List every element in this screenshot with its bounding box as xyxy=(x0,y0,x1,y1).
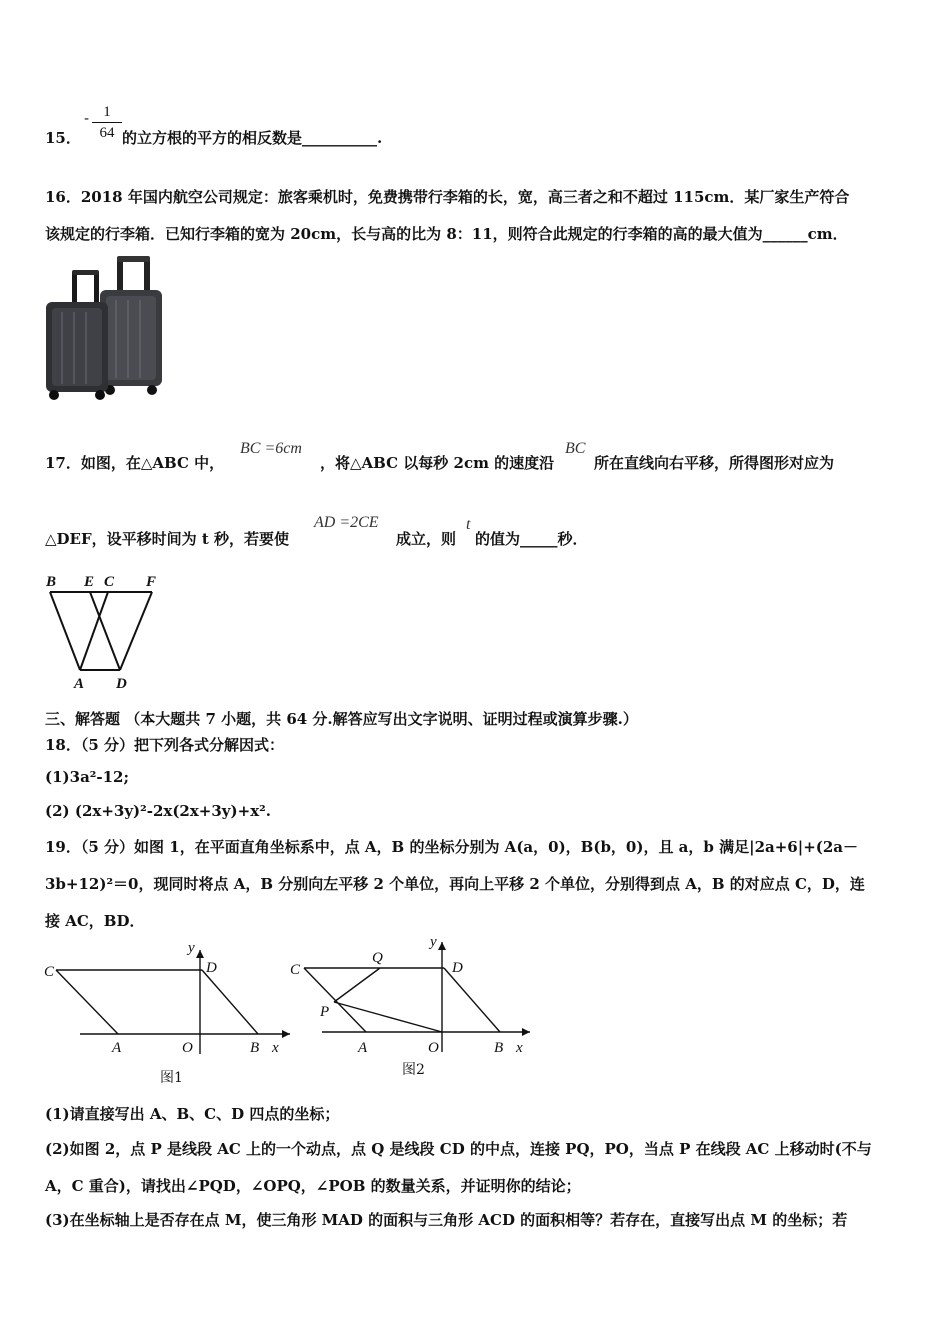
q17-math-bc6: BC =6cm xyxy=(240,440,302,457)
q17-label-d: D xyxy=(116,676,127,692)
fig2-label-p: P xyxy=(320,1004,330,1020)
fig2-label-q: Q xyxy=(372,950,383,966)
q19-sub2a: (2)如图 2，点 P 是线段 AC 上的一个动点，点 Q 是线段 CD 的中点，连接 PQ，PO，当点 P 在线段 AC 上移动时(不与 xyxy=(45,1140,872,1158)
q19-sub2b: A，C 重合)，请找出∠PQD，∠OPQ，∠POB 的数量关系，并证明你的结论； xyxy=(45,1177,581,1195)
q17-math-bc: BC xyxy=(565,440,586,457)
q19-sub1: (1)请直接写出 A、B、C、D 四点的坐标； xyxy=(45,1105,340,1123)
q15-text: 的立方根的平方的相反数是__________. xyxy=(122,129,383,147)
fig2-caption: 图2 xyxy=(402,1062,425,1078)
q17-line2b: 成立，则 xyxy=(396,530,457,548)
q19-line3: 接 AC，BD． xyxy=(45,912,145,930)
q17-mid: ，将△ABC 以每秒 2cm 的速度沿 xyxy=(320,454,555,472)
q15-number: 15． xyxy=(45,129,81,147)
fig1-label-a: A xyxy=(112,1040,122,1056)
fig1-label-x: x xyxy=(272,1040,279,1056)
q19-figure2 xyxy=(282,934,542,1084)
q15-sign: - xyxy=(84,109,90,127)
fig2-label-b: B xyxy=(494,1040,504,1056)
q16-line1: 16．2018 年国内航空公司规定：旅客乘机时，免费携带行李箱的长，宽，高三者之和不超过 115cm．某厂家生产符合 xyxy=(45,188,850,206)
fig1-label-o: O xyxy=(182,1040,193,1056)
fig2-label-c: C xyxy=(290,962,301,978)
q17-suffix: 所在直线向右平移，所得图形对应为 xyxy=(594,454,835,472)
fig1-label-b: B xyxy=(250,1040,260,1056)
q15-fraction-numerator: 1 xyxy=(92,102,122,123)
q17-line2a: △DEF，设平移时间为 t 秒，若要使 xyxy=(45,530,290,548)
q17-label-c: C xyxy=(104,574,115,590)
q19-line2: 3b+12)²＝0，现同时将点 A，B 分别向左平移 2 个单位，再向上平移 2 个单位，分别得到点 A，B 的对应点 C，D，连 xyxy=(45,875,865,893)
q17-figure xyxy=(42,572,168,692)
fig2-label-y: y xyxy=(430,934,437,950)
fig2-label-d: D xyxy=(452,960,463,976)
q17-label-a: A xyxy=(74,676,85,692)
q19-line1: 19．（5 分）如图 1，在平面直角坐标系中，点 A，B 的坐标分别为 A(a，0)，B(b，0)，且 a，b 满足|2a+6|+(2a－ xyxy=(45,838,859,856)
q18-part1: (1)3a²-12; xyxy=(45,768,129,786)
q18-head: 18．（5 分）把下列各式分解因式： xyxy=(45,736,285,754)
fig2-label-a: A xyxy=(358,1040,368,1056)
q15-fraction xyxy=(92,102,122,143)
q15-fraction-denominator: 64 xyxy=(99,125,115,141)
q17-prefix: 17．如图，在△ABC 中， xyxy=(45,454,225,472)
q17-label-f: F xyxy=(146,574,157,590)
q17-line2c: 的值为_____秒． xyxy=(475,530,588,548)
fig2-label-o: O xyxy=(428,1040,439,1056)
fig1-label-d: D xyxy=(206,960,217,976)
q17-math-ad: AD =2CE xyxy=(314,514,379,531)
q17-label-b: B xyxy=(46,574,57,590)
suitcase-image xyxy=(44,254,164,402)
q17-label-e: E xyxy=(84,574,95,590)
q19-sub3: (3)在坐标轴上是否存在点 M，使三角形 MAD 的面积与三角形 ACD 的面积相等？若存在，直接写出点 M 的坐标；若 xyxy=(45,1211,848,1229)
fig1-caption: 图1 xyxy=(160,1070,183,1086)
section3-title: 三、解答题 （本大题共 7 小题，共 64 分.解答应写出文字说明、证明过程或演算步骤.） xyxy=(45,710,638,728)
fig1-label-c: C xyxy=(44,964,55,980)
q17-math-t: t xyxy=(466,516,471,533)
fig2-label-x: x xyxy=(516,1040,523,1056)
q19-figure1 xyxy=(40,938,300,1090)
fig1-label-y: y xyxy=(188,940,195,956)
q18-part2: (2) (2x+3y)²-2x(2x+3y)+x². xyxy=(45,802,271,820)
q16-line2: 该规定的行李箱．已知行李箱的宽为 20cm，长与高的比为 8：11，则符合此规定的行李箱的高的最大值为______cm． xyxy=(45,225,848,243)
